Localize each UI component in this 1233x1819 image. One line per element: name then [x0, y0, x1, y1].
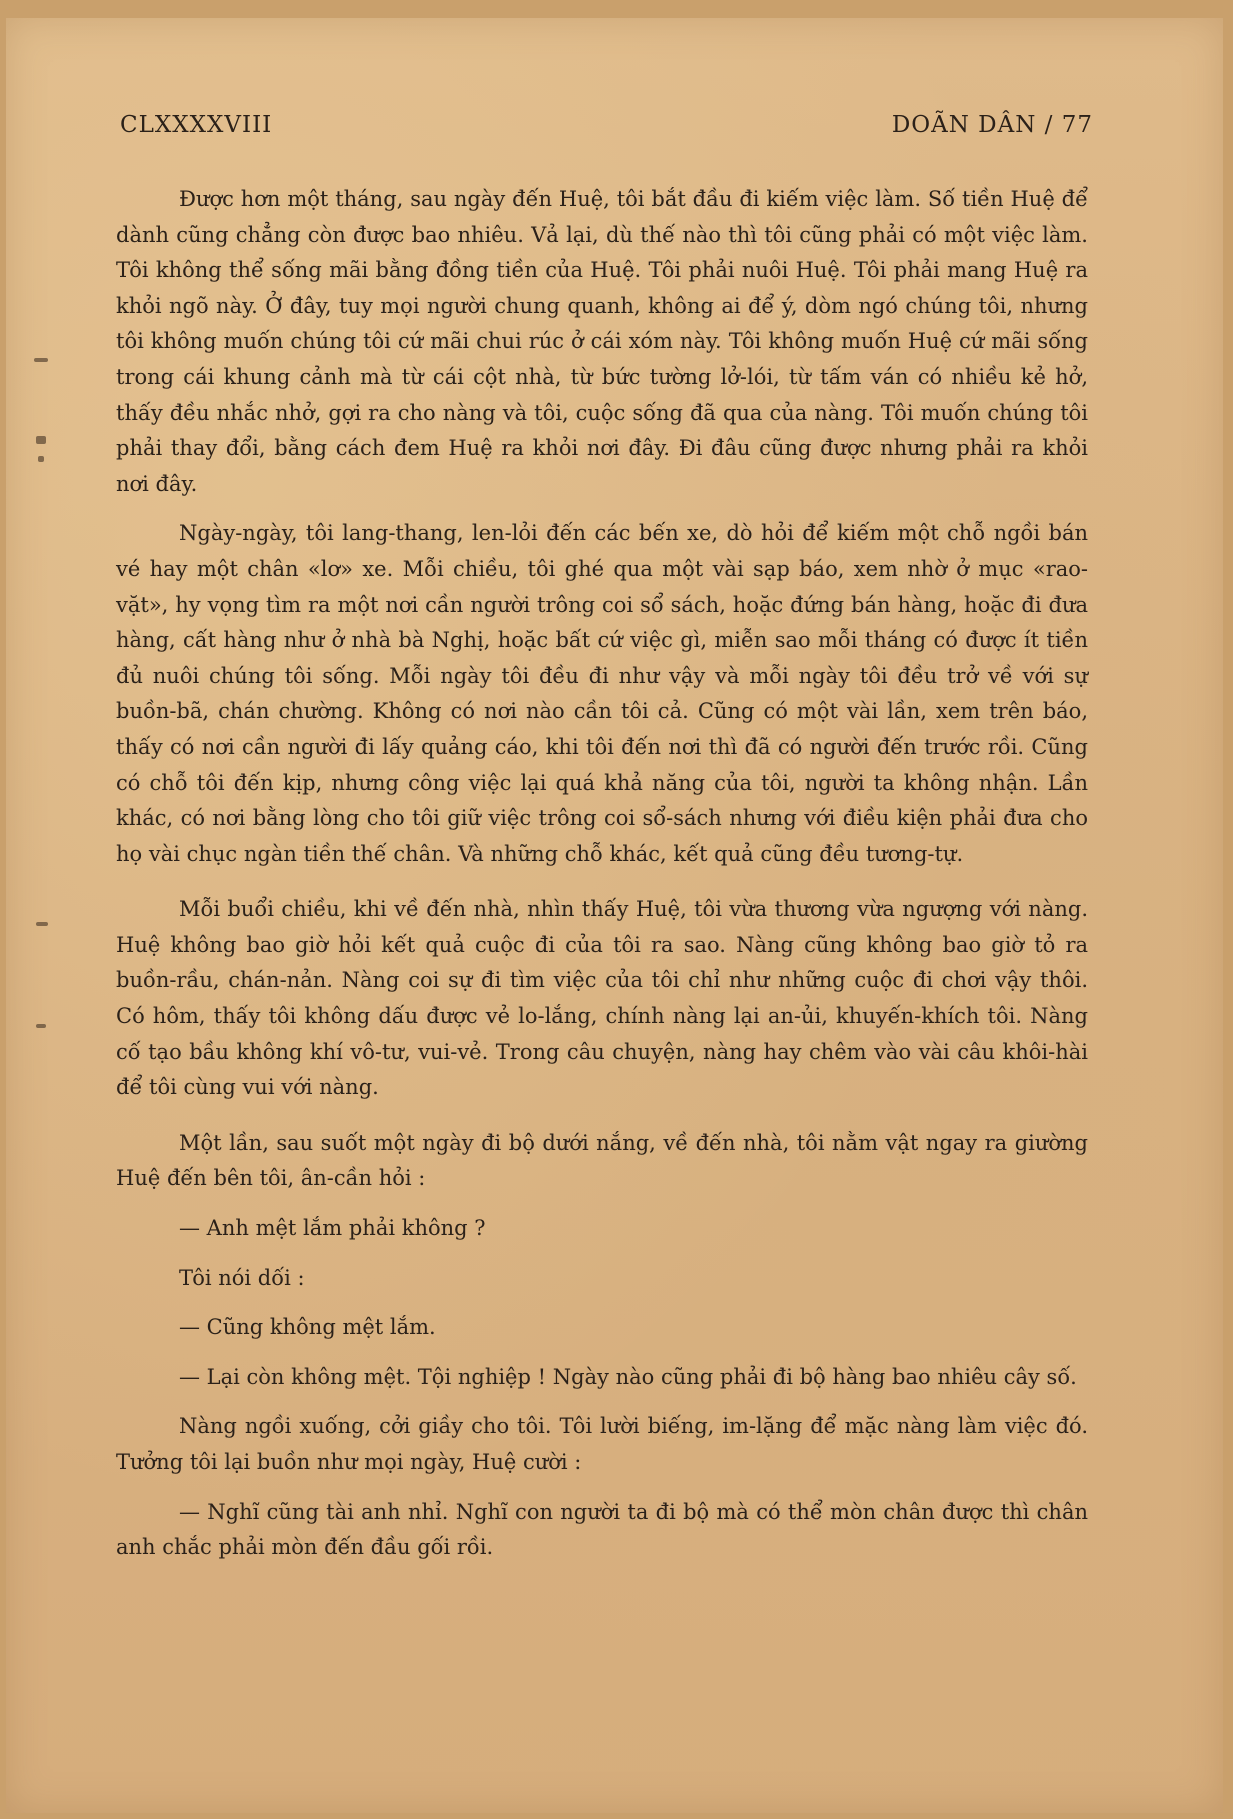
- chapter-number: CLXXXXVIII: [120, 112, 273, 138]
- binding-mark: [36, 1024, 46, 1028]
- paragraph: Tôi nói dối :: [179, 1265, 305, 1290]
- paragraph: Một lần, sau suốt một ngày đi bộ dưới nắng, về đến nhà, tôi nằm vật ngay ra giường Huệ đến bên tôi, ân-cần hỏi :: [116, 1130, 1088, 1191]
- dialogue-line: — Nghĩ cũng tài anh nhỉ. Nghĩ con người ta đi bộ mà có thể mòn chân được thì chân anh chắc phải mòn đến đầu gối rồi.: [116, 1499, 1088, 1560]
- page-header: [120, 112, 1093, 152]
- binding-mark: [38, 456, 44, 462]
- paragraph: Ngày-ngày, tôi lang-thang, len-lỏi đến các bến xe, dò hỏi để kiếm một chỗ ngồi bán vé hay một chân «lơ» xe. Mỗi chiều, tôi ghé qua một vài sạp báo, xem nhờ ở mục «rao-vặt», hy vọng tìm ra một nơi cần người trông coi sổ sách, hoặc đứng bán hàng, hoặc đi đưa hàng, cất hàng như ở nhà bà Nghị, hoặc bất cứ việc gì, miễn sao mỗi tháng có được ít tiền đủ nuôi chúng tôi sống. Mỗi ngày tôi đều đi như vậy và mỗi ngày tôi đều trở về với sự buồn-bã, chán chường. Không có nơi nào cần tôi cả. Cũng có một vài lần, xem trên báo, thấy có nơi cần người đi lấy quảng cáo, khi tôi đến nơi thì đã có người đến trước rồi. Cũng có chỗ tôi đến kịp, nhưng công việc lại quá khả năng của tôi, người ta không nhận. Lần khác, có nơi bằng lòng cho tôi giữ việc trông coi sổ-sách nhưng với điều kiện phải đưa cho họ vài chục ngàn tiền thế chân. Và những chỗ khác, kết quả cũng đều tương-tự.: [116, 521, 1088, 866]
- author-page-number: DOÃN DÂN / 77: [891, 112, 1093, 138]
- dialogue-line: — Anh mệt lắm phải không ?: [179, 1216, 486, 1241]
- body-text: [116, 182, 1088, 1580]
- dialogue-line: — Cũng không mệt lắm.: [179, 1315, 436, 1340]
- paragraph: Được hơn một tháng, sau ngày đến Huệ, tôi bắt đầu đi kiếm việc làm. Số tiền Huệ để dành cũng chẳng còn được bao nhiêu. Vả lại, dù thế nào thì tôi cũng phải có một việc làm. Tôi không thể sống mãi bằng đồng tiền của Huệ. Tôi phải nuôi Huệ. Tôi phải mang Huệ ra khỏi ngõ này. Ở đây, tuy mọi người chung quanh, không ai để ý, dòm ngó chúng tôi, nhưng tôi không muốn chúng tôi cứ mãi chui rúc ở cái xóm này. Tôi không muốn Huệ cứ mãi sống trong cái khung cảnh mà từ cái cột nhà, từ bức tường lở-lói, từ tấm ván có nhiều kẻ hở, thấy đều nhắc nhở, gợi ra cho nàng và tôi, cuộc sống đã qua của nàng. Tôi muốn chúng tôi phải thay đổi, bằng cách đem Huệ ra khỏi nơi đây. Đi đâu cũng được nhưng phải ra khỏi nơi đây.: [116, 187, 1088, 496]
- binding-mark: [36, 436, 46, 444]
- paragraph: Nàng ngồi xuống, cởi giầy cho tôi. Tôi lười biếng, im-lặng để mặc nàng làm việc đó. Tưởng tôi lại buồn như mọi ngày, Huệ cười :: [116, 1414, 1088, 1474]
- paragraph: Mỗi buổi chiều, khi về đến nhà, nhìn thấy Huệ, tôi vừa thương vừa ngượng với nàng. Huệ không bao giờ hỏi kết quả cuộc đi của tôi ra sao. Nàng cũng không bao giờ tỏ ra buồn-rầu, chán-nản. Nàng coi sự đi tìm việc của tôi chỉ như những cuộc đi chơi vậy thôi. Có hôm, thấy tôi không dấu được vẻ lo-lắng, chính nàng lại an-ủi, khuyến-khích tôi. Nàng cố tạo bầu không khí vô-tư, vui-vẻ. Trong câu chuyện, nàng hay chêm vào vài câu khôi-hài để tôi cùng vui với nàng.: [116, 897, 1088, 1100]
- binding-mark: [34, 358, 48, 362]
- binding-mark: [36, 922, 48, 926]
- dialogue-line: — Lại còn không mệt. Tội nghiệp ! Ngày nào cũng phải đi bộ hàng bao nhiêu cây số.: [179, 1364, 1077, 1389]
